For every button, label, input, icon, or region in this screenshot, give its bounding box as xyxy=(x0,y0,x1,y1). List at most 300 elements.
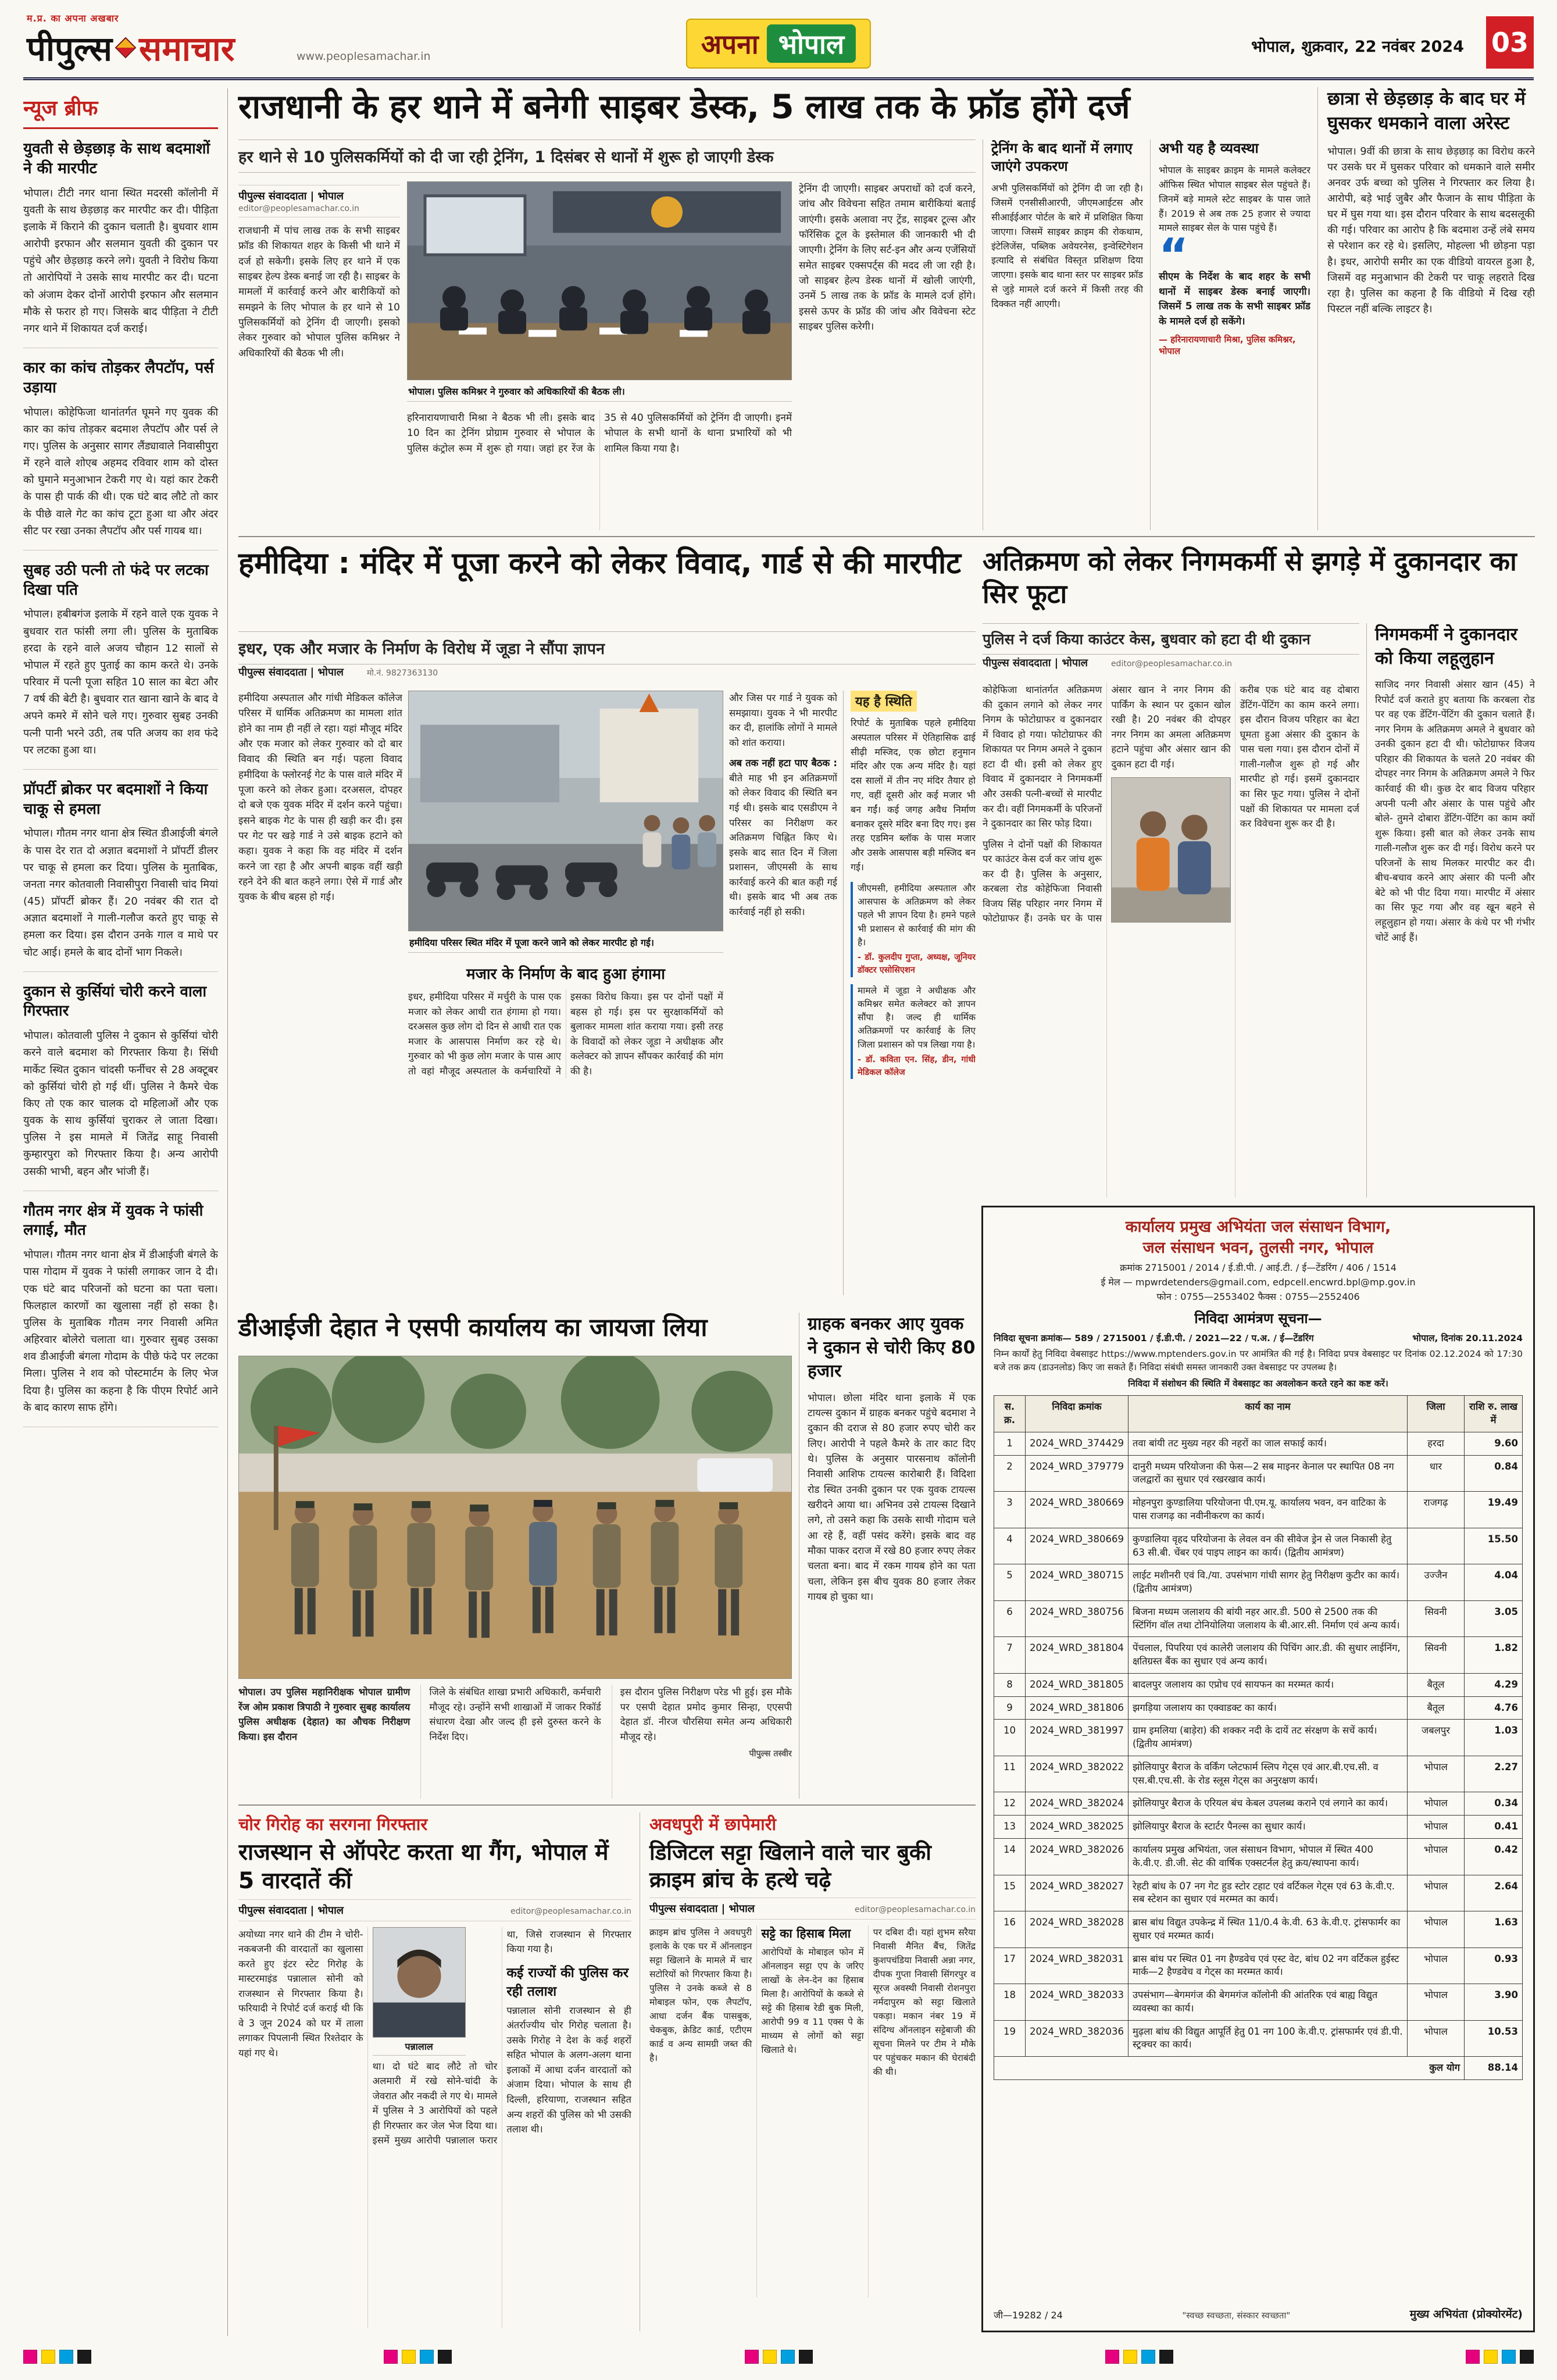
tender-row-work: रेहटी बांध के 07 नग गेट हुड स्टोर टहाट एवं वर्टिकल गेट्स एवं 63 के.वी.ए. सब स्टेशन का सुधार एवं मरम्मत का कार्य। xyxy=(1128,1875,1407,1911)
tender-row xyxy=(994,1947,1523,1984)
cyber-headline: राजधानी के हर थाने में बनेगी साइबर डेस्क, 5 लाख तक के फ्रॉड होंगे दर्ज xyxy=(238,88,1130,126)
cmyk-marks-group xyxy=(384,2350,452,2364)
tender-row-amount: 3.90 xyxy=(1465,1984,1523,2021)
tender-row-sno: 2 xyxy=(994,1455,1026,1492)
tender-row xyxy=(994,1637,1523,1674)
encroach-subhead: पुलिस ने दर्ज किया काउंटर केस, बुधवार को हटा दी थी दुकान xyxy=(983,623,1359,655)
tender-row-tno: 2024_WRD_381805 xyxy=(1026,1673,1129,1696)
byline-author: पीपुल्स संवाददाता | भोपाल xyxy=(238,1904,344,1917)
police-meeting-illustration xyxy=(408,182,791,380)
tender-row-sno: 4 xyxy=(994,1528,1026,1564)
byline-author: पीपुल्स संवाददाता | भोपाल xyxy=(238,190,344,202)
tender-notice-number: निविदा सूचना क्रमांक— 589 / 2715001 / ई.डी.पी. / 2021—22 / प.अ. / ई—टेंडरिंग xyxy=(994,1332,1314,1343)
tender-row-sno: 13 xyxy=(994,1816,1026,1839)
tender-row-work: झगड़िया जलाशय का एक्वाडक्ट का कार्य। xyxy=(1128,1696,1407,1720)
hamidia-col3-lead xyxy=(729,756,837,919)
tender-row-work: झोलियापुर बैराज के एरियल बंच केबल उपलब्ध कराने एवं लगाने का कार्य। xyxy=(1128,1792,1407,1816)
dispute-illustration xyxy=(1112,778,1230,922)
black-mark xyxy=(1520,2350,1534,2364)
brief-body: भोपाल। टीटी नगर थाना स्थित मदरसी कॉलोनी में युवती के साथ छेड़छाड़ कर मारपीट कर दी। पीड़िता इलाके में किराने की दुकान चलाती है। बुधवार शाम आरोपी इरफान और सलमान युवती की दुकान पर पहुंचे और छेड़छाड़ करने लगे। युवती ने विरोध किया तो आरोपियों ने उसके साथ मारपीट कर दी। घटना को अंजाम देकर दोनों आरोपी इरफान और सलमान मौके से फरार हो गए। जिसके बाद पीड़िता ने टीटी नगर थाने में शिकायत दर्ज कराई। xyxy=(23,187,218,335)
brief-headline: दुकान से कुर्सियां चोरी करने वाला गिरफ्तार xyxy=(23,982,207,1020)
tender-row-district: सिवनी xyxy=(1408,1600,1465,1637)
col-header-district: जिला xyxy=(1408,1396,1465,1432)
training-box-body: अभी पुलिसकर्मियों को ट्रेनिंग दी जा रही है। जिसमें एनसीसीआरपी, जीएमआईटस और सीआईईआर पोर्टल के बारे में प्रशिक्षित किया जाएगा। जिसमें साइबर क्राइम की रोकथाम, इंटेलिजेंस, पब्लिक अवेयरनेस, इन्वेस्टिगेशन इत्यादि से संबंधित विस्तृत प्रशिक्षण दिया जाएगा। इसके बाद थाना स्तर पर साइबर फ्रॉड से जुड़े मामले दर्ज करने में किसी तरह की दिक्कत नहीं आएगी। xyxy=(991,183,1143,309)
arrest-headline: छात्रा से छेड़छाड़ के बाद घर में घुसकर धमकाने वाला अरेस्ट xyxy=(1327,88,1526,134)
tender-row xyxy=(994,1492,1523,1528)
tender-row-sno: 6 xyxy=(994,1600,1026,1637)
brief-item xyxy=(23,551,218,770)
magenta-mark xyxy=(745,2350,759,2364)
temple-street-illustration xyxy=(409,691,723,931)
gang-byline xyxy=(238,1899,631,1921)
tender-row-work: उपसंभाग—बेगमगंज की बेगमगंज कॉलोनी की आंतरिक एवं बाह्य विद्युत व्यवस्था का कार्य। xyxy=(1128,1984,1407,2021)
cyan-mark xyxy=(1502,2350,1516,2364)
tender-row-tno: 2024_WRD_382027 xyxy=(1026,1875,1129,1911)
section-divider-2 xyxy=(238,1804,976,1806)
dig-caption-1: भोपाल। उप पुलिस महानिरीक्षक भोपाल ग्रामीण रेंज ओम प्रकाश त्रिपाठी ने गुरुवार सुबह कार्यालय पुलिस अधीक्षक (देहात) का औचक निरीक्षण किया। इस दौरान xyxy=(238,1686,410,1742)
commissioner-quote-attribution: — हरिनारायणाचारी मिश्रा, पुलिस कमिश्नर, भोपाल xyxy=(1159,334,1296,357)
encroach-p3: करीब एक घंटे बाद वह दोबारा डेंटिंग-पेंटिंग का काम करने लगा। इस दौरान विजय परिहार का बेटा घूमता हुआ अंसार की दुकान के पास चला गया। इस दौरान दोनों में गाली-गलौज शुरू हो गई और मारपीट हो गई। इसमें दुकानदार का सिर फूट गया। पुलिस ने दोनों पक्षों की शिकायत पर मामला दर्ज कर विवेचना शुरू कर दी है। xyxy=(1240,684,1359,830)
encroach-p2: पुलिस ने दोनों पक्षों की शिकायत पर काउंटर केस दर्ज कर जांच शुरू कर दी है। पुलिस के अनुसार, करबला रोड कोहेफिजा निवासी विजय सिंह परिहार नगर निगम में फोटोग्राफर हैं। उनके घर के पास अंसार खान ने नगर निगम की पार्किंग के स्थान पर दुकान खोल रखी है। 20 नवंबर की दोपहर नगर निगम का अमला अतिक्रमण हटाने पहुंचा और अंसार खान की दुकान हटा दी गई। xyxy=(983,684,1231,924)
encroach-byline xyxy=(983,656,1359,670)
hamidia-byline xyxy=(238,665,976,679)
byline-author: पीपुल्स संवाददाता | भोपाल xyxy=(649,1902,755,1915)
tender-row-district: जबलपुर xyxy=(1408,1720,1465,1756)
suspect-photo-name: पन्नालाल xyxy=(373,2038,466,2056)
tender-row-work: मुढ़ला बांध की विद्युत आपूर्ति हेतु 01 नग 100 के.वी.ए. ट्रांसफार्मर एवं डी.पी. स्ट्रक्चर का कार्य। xyxy=(1128,2020,1407,2057)
hamidia-photo-caption: हमीदिया परिसर स्थित मंदिर में पूजा करने जाने को लेकर मारपीट हो गई। xyxy=(408,932,723,953)
brief-body: भोपाल। गौतम नगर थाना क्षेत्र स्थित डीआईजी बंगले के पास देर रात दो अज्ञात बदमाशों ने प्रॉपर्टी डीलर पर चाकू से हमला कर दिया। पुलिस के मुताबिक, जनता नगर कोतवाली निवासीपुरा निवासी चांद मियां (45) प्रॉपर्टी ब्रोकर हैं। 20 नवंबर की रात दो अज्ञात बदमाशों ने गाली-गलौज करते हुए चाकू से हमला कर दिया। इस दौरान उनके गाल व माथे पर चोट आई। हमले के बाद दोनों भाग निकले। xyxy=(23,827,218,959)
tender-row-sno: 10 xyxy=(994,1720,1026,1756)
tender-row-tno: 2024_WRD_382036 xyxy=(1026,2020,1129,2057)
hamidia-temple-photo xyxy=(408,691,723,931)
juda-note-1-by: - डॉ. कुलदीप गुप्ता, अध्यक्ष, जूनियर डॉक्टर एसोसिएशन xyxy=(858,953,976,975)
tender-row-district: भोपाल xyxy=(1408,1816,1465,1839)
tender-row-amount: 1.82 xyxy=(1465,1637,1523,1674)
tender-row-tno: 2024_WRD_382025 xyxy=(1026,1816,1129,1839)
tender-row xyxy=(994,1455,1523,1492)
tender-row-work: दानुरी मध्यम परियोजना की फेस—2 सब माइनर केनाल पर स्थापित 08 नग जलद्वारों का सुधार एवं रखरखाव कार्य। xyxy=(1128,1455,1407,1492)
byline-email: editor@peoplesamachar.co.in xyxy=(510,1906,631,1916)
tender-row-sno: 7 xyxy=(994,1637,1026,1674)
tender-row-tno: 2024_WRD_374429 xyxy=(1026,1432,1129,1455)
brief-item xyxy=(23,972,218,1191)
hamidia-col3 xyxy=(729,691,837,1295)
yellow-mark xyxy=(1123,2350,1137,2364)
tender-row-amount: 0.93 xyxy=(1465,1947,1523,1984)
training-box-title: ट्रेनिंग के बाद थानों में लगाए जाएंगे उपकरण xyxy=(991,140,1133,175)
cyber-byline xyxy=(238,185,400,217)
tender-row-amount: 4.04 xyxy=(1465,1564,1523,1601)
tender-note: निविदा में संशोधन की स्थिति में वेबसाइट का अवलोकन करते रहने का कष्ट करें। xyxy=(1128,1378,1388,1389)
tender-row-tno: 2024_WRD_382031 xyxy=(1026,1947,1129,1984)
hamidia-side-column xyxy=(843,691,976,1295)
tender-row-work: कार्यालय प्रमुख अभियंता, जल संसाधन विभाग, भोपाल में स्थित 400 के.वी.ए. डी.जी. सेट की वार्षिक एक्सटर्नल हेतु क्रय/स्थापना कार्य। xyxy=(1128,1838,1407,1875)
byline-author: पीपुल्स संवाददाता | भोपाल xyxy=(983,657,1088,669)
tender-row-amount: 1.03 xyxy=(1465,1720,1523,1756)
gang-p1: अयोध्या नगर थाने की टीम ने चोरी-नकबजनी की वारदातों का खुलासा करते हुए इंटर स्टेट गिरोह के मास्टरमाइंड पन्नालाल सोनी को राजस्थान से गिरफ्तार किया है। फरियादी ने रिपोर्ट दर्ज कराई थी कि वे 3 जून 2024 को घर में ताला लगाकर पिपलानी स्थित रिश्तेदार के यहां गए थे। xyxy=(238,1928,363,2059)
betting-byline xyxy=(649,1897,976,1920)
tender-row-work: लाईट मशीनरी एवं वि./या. उपसंभाग गांधी सागर हेतु निरीक्षण कुटीर का कार्य। (द्वितीय आमंत्रण) xyxy=(1128,1564,1407,1601)
tender-footer xyxy=(994,2300,1523,2321)
tender-row xyxy=(994,1838,1523,1875)
cyber-box-training xyxy=(983,140,1143,530)
tender-row-work: कुण्डालिया वृहद परियोजना के लेवल वन की सीवेज ड्रेन से जल निकासी हेतु 63 सी.बी. चेंबर एवं पाइप लाइन का कार्य। (द्वितीय आमंत्रण) xyxy=(1128,1528,1407,1564)
tender-row-district: धार xyxy=(1408,1455,1465,1492)
photo-credit: पीपुल्स तस्वीर xyxy=(749,1749,792,1759)
tender-row-amount: 0.84 xyxy=(1465,1455,1523,1492)
tender-row-district: भोपाल xyxy=(1408,1911,1465,1948)
paper-name-second: समाचार xyxy=(138,29,235,69)
situation-body: रिपोर्ट के मुताबिक पहले हमीदिया अस्पताल परिसर में ऐतिहासिक ढाई सीढ़ी मस्जिद, एक छोटा हनुमान मंदिर और एक अन्य मंदिर है। यहां दस सालों में तीन नए मंदिर तैयार हो गए, वहीं दूसरी ओर कई मजार भी बन गईं। कई जगह अवैध निर्माण बनाकर दूसरे मंदिर बना दिए गए। इस तरह एडमिन ब्लॉक के पास मजार और उसके आसपास बड़ी मस्जिद बन गई। xyxy=(851,717,976,873)
magenta-mark xyxy=(1466,2350,1480,2364)
tender-row-sno: 11 xyxy=(994,1756,1026,1792)
tender-office-line2: जल संसाधन भवन, तुलसी नगर, भोपाल xyxy=(1142,1239,1374,1257)
brief-body: भोपाल। कोतवाली पुलिस ने दुकान से कुर्सियां चोरी करने वाले बदमाश को गिरफ्तार किया है। सिंधी मार्केट स्थित दुकान चांदसी फर्नीचर से 28 अक्टूबर को कुर्सियां चोरी हो गई थीं। पुलिस ने कैमरे चेक किए तो एक कार चालक दो महिलाओं और एक युवक के साथ कुर्सियां चुराकर ले जाता दिखा। पुलिस ने इस मामले में जितेंद्र साहू निवासी कुम्हारपुरा को गिरफ्तार किया है। अन्य आरोपी उसकी भाभी, बहन और भांजी हैं। xyxy=(23,1030,218,1178)
tender-table-header xyxy=(994,1396,1523,1432)
tender-row-sno: 12 xyxy=(994,1792,1026,1816)
tender-row-amount: 2.27 xyxy=(1465,1756,1523,1792)
arrest-article xyxy=(1317,87,1535,530)
yellow-mark xyxy=(1484,2350,1498,2364)
cyber-box-system xyxy=(1150,140,1310,530)
tender-table-foot xyxy=(994,2057,1523,2080)
tender-row-amount: 1.63 xyxy=(1465,1911,1523,1948)
brief-headline: प्रॉपर्टी ब्रोकर पर बदमाशों ने किया चाकू से हमला xyxy=(23,780,208,818)
byline-email: editor@peoplesamachar.co.in xyxy=(1110,659,1232,669)
tender-row-tno: 2024_WRD_380715 xyxy=(1026,1564,1129,1601)
tender-row-tno: 2024_WRD_381997 xyxy=(1026,1720,1129,1756)
tender-row-tno: 2024_WRD_379779 xyxy=(1026,1455,1129,1492)
tender-row-work: पेंचलाल, पिपरिया एवं कालेरी जलाशय की पिचिंग आर.डी. की सुधार लाईनिंग, क्षतिग्रस्त बैंक का सुधार एवं अन्य कार्य। xyxy=(1128,1637,1407,1674)
cyber-col3: ट्रेनिंग दी जाएगी। साइबर अपराधों को दर्ज करने, जांच और विवेचना सहित तमाम बारीकियां बताई जाएंगी। इसके अलावा नए ट्रेंड, साइबर टूल्स और फॉरेंसिक टूल के इस्तेमाल की जानकारी भी दी जाएगी। ट्रेनिंग के लिए सर्ट-इन और अन्य एजेंसियों समेत साइबर एक्सपर्ट्स की मदद ली जा रही है। जो साइबर हेल्प डेस्क थानों में खोली जाएंगी, उनमें 5 लाख तक के फ्रॉड के मामले दर्ज होंगे। इससे ऊपर के फ्रॉड की जांच और विवेचना स्टेट साइबर पुलिस करेगी। xyxy=(799,183,976,333)
paper-name-first: पीपुल्स xyxy=(27,29,112,69)
tender-row-amount: 19.49 xyxy=(1465,1492,1523,1528)
gang-article xyxy=(238,1813,631,2331)
tender-row-district: हरदा xyxy=(1408,1432,1465,1455)
edition-word-2: भोपाल xyxy=(767,24,856,63)
injured-body: साजिद नगर निवासी अंसार खान (45) ने रिपोर्ट दर्ज कराते हुए बताया कि करबला रोड पर वह एक डेंटिंग-पेंटिंग की दुकान चलाते हैं। नगर निगम के अतिक्रमण अमले ने बुधवार को उनकी दुकान हटा दी थी। फोटोग्राफर विजय परिहार की शिकायत के चलते 20 नवंबर की दोपहर नगर निगम के अतिक्रमण अमले ने फिर कार्रवाई की थी। कुछ देर बाद विजय परिहार अपनी पत्नी और अंसार के पास पहुंचे और बोले- तुमने दोबारा डेंटिंग-पेंटिंग का काम क्यों शुरू किया। इसी बात को लेकर उनके साथ गाली-गलौज शुरू कर दी गई। विरोध करने पर परिजनों के साथ मिलकर मारपीट कर दी। बीच-बचाव करने आए अंसार की पत्नी और बेटे को भी पीट दिया गया। मारपीट में अंसार का सिर फूट गया और वह खून बहने से लहूलुहान हो गया। अंसार के कंधे पर भी गंभीर चोटें आई हैं। xyxy=(1375,679,1535,943)
tender-row-amount: 0.34 xyxy=(1465,1792,1523,1816)
tender-row-sno: 9 xyxy=(994,1696,1026,1720)
encroach-p1: कोहेफिजा थानांतर्गत अतिक्रमण की दुकान लगाने को लेकर नगर निगम के फोटोग्राफर व दुकानदार में विवाद हो गया। फोटोग्राफर की शिकायत पर निगम अमले ने दुकान हटा दी थी। इसी को लेकर हुए विवाद में दुकानदार ने निगमकर्मी और उसकी पत्नी-बच्चों से मारपीट कर दी। वहीं निगमकर्मी के परिजनों ने दुकानदार का सिर फोड़ दिया। xyxy=(983,684,1102,830)
hamidia-below-photo xyxy=(408,963,723,1295)
section-divider-1 xyxy=(238,536,1535,537)
tender-row-district xyxy=(1408,1528,1465,1564)
tender-row-district: भोपाल xyxy=(1408,2020,1465,2057)
tender-row-district: सिवनी xyxy=(1408,1637,1465,1674)
tender-row-amount: 3.05 xyxy=(1465,1600,1523,1637)
betting-kicker: अवधपुरी में छापेमारी xyxy=(649,1814,777,1834)
tender-row-sno: 5 xyxy=(994,1564,1026,1601)
tender-row-amount: 4.29 xyxy=(1465,1673,1523,1696)
tender-phone-line: फोन : 0755—2553402 फैक्स : 0755—2552406 xyxy=(1156,1291,1360,1302)
brief-body: भोपाल। हबीबगंज इलाके में रहने वाले एक युवक ने बुधवार रात फांसी लगा ली। पुलिस के मुताबिक हरदा के रहने वाले अजय चौहान 12 सालों से भोपाल में रहते हुए पुताई का काम करते थे। उनके परिवार में पत्नी पूजा सहित 10 साल का बेटा और 7 वर्ष की बेटी है। बुधवार रात खाना खाने के बाद वे अपने कमरे में सोने चले गए। गुरुवार सुबह उनकी पत्नी पानी भरने उठी, तब पति अजय का शव फंदे पर लटका हुआ था। xyxy=(23,608,218,756)
tender-total-amount: 88.14 xyxy=(1465,2057,1523,2080)
byline-email: editor@peoplesamachar.co.in xyxy=(854,1904,976,1914)
theft-body: भोपाल। छोला मंदिर थाना इलाके में एक टायल्स दुकान में ग्राहक बनकर पहुंचे बदमाश ने दुकान की दराज से 80 हजार रुपए चोरी कर लिए। आरोपी ने पहले कैमरे के तार काट दिए थे। पुलिस के अनुसार पारसनाथ कॉलोनी निवासी आशिफ टायल्स कारोबारी हैं। विदिशा रोड स्थित उनकी दुकान पर एक युवक टायल्स खरीदने आया था। अभिनव उसे टायल्स दिखाने लगे, तो उसने कहा कि उसके साथी गोदाम चले आ रहे हैं, वहीं पसंद करेंगे। इसके बाद वह मौका पाकर दराज में रखे 80 हजार रुपए लेकर चलता बना। बाद में रकम गायब होने का पता चला, लेकिन इस बीच युवक 80 हजार लेकर गायब हो चुका था। xyxy=(808,1392,976,1603)
suspect-portrait-photo xyxy=(373,1927,466,2038)
brief-headline: सुबह उठी पत्नी तो फंदे पर लटका दिखा पति xyxy=(23,561,209,599)
tender-row xyxy=(994,1432,1523,1455)
tender-row-tno: 2024_WRD_382026 xyxy=(1026,1838,1129,1875)
dig-caption-2: जिले के संबंधित शाखा प्रभारी अधिकारी, कर्मचारी मौजूद रहे। उन्होंने सभी शाखाओं में जाकर रिकॉर्ड संधारण देखा और जल्द ही इसे दुरुस्त करने के निर्देश दिए। xyxy=(420,1685,601,1799)
tender-row-tno: 2024_WRD_380669 xyxy=(1026,1492,1129,1528)
tender-row xyxy=(994,1696,1523,1720)
mazar-body: इधर, हमीदिया परिसर में मर्चुरी के पास एक मजार को लेकर आधी रात हंगामा हो गया। दरअसल कुछ लोग दो दिन से आधी रात एक मजार के आसपास निर्माण कर रहे थे। गुरुवार को भी कुछ लोग मजार के पास आए तो वहां मौजूद अस्पताल के कर्मचारियों ने इसका विरोध किया। इस पर दोनों पक्षों में बहस हो गई। इस पर सुरक्षाकर्मियों को बुलाकर मामला शांत कराया गया। इसी तरह के विवादों को लेकर जूडा ने अधीक्षक और कलेक्टर को ज्ञापन सौंपकर कार्रवाई की मांग की है। xyxy=(408,991,723,1077)
tender-row-sno: 3 xyxy=(994,1492,1026,1528)
arrest-body: भोपाल। 9वीं की छात्रा के साथ छेड़छाड़ का विरोध करने पर उसके घर में घुसकर परिवार को धमकाने वाले समीर अनवर उर्फ बच्चा को पुलिस ने गिरफ्तार कर लिया है। आरोपी, बड़े भाई जुबैर और फैजान के साथ पीड़िता के घर में घुस गया था। इस दौरान परिवार के साथ बदसलूकी की गई। परिवार का आरोप है कि बदमाश उन्हें लंबे समय से परेशान कर रहे थे। इसलिए, मोहल्ला भी छोड़ना पड़ा है। इधर, आरोपी समीर का एक वीडियो वायरल हुआ है, जिसमें वह मनुआभान की टेकरी पर चाकू लहराते दिख रहा है। पुलिस का कहना है कि वीडियो में दिख रही पिस्टल नहीं बल्कि लाइटर है। xyxy=(1327,145,1535,315)
tender-row-district: भोपाल xyxy=(1408,1984,1465,2021)
cyber-col2: हरिनारायणाचारी मिश्रा ने बैठक भी ली। इसके बाद 10 दिन का ट्रेनिंग प्रोग्राम गुरुवार से भोपाल के पुलिस कंट्रोल रूम में शुरू हो गया। जहां हर रेंज के 35 से 40 पुलिसकर्मियों को ट्रेनिंग दी जाएगी। इनमें भोपाल के सभी थानों के थाना प्रभारियों को भी शामिल किया गया है। xyxy=(407,412,792,455)
col-header-tno: निविदा क्रमांक xyxy=(1026,1396,1129,1432)
tender-row-district: भोपाल xyxy=(1408,1756,1465,1792)
byline-author: पीपुल्स संवाददाता | भोपाल xyxy=(238,666,344,678)
tender-footer-left: जी—19282 / 24 xyxy=(994,2310,1063,2321)
brief-headline: गौतम नगर क्षेत्र में युवक ने फांसी लगाई, मौत xyxy=(23,1202,203,1239)
tender-row xyxy=(994,1673,1523,1696)
col-header-work: कार्य का नाम xyxy=(1128,1396,1407,1432)
tender-row xyxy=(994,1984,1523,2021)
tender-row-tno: 2024_WRD_382022 xyxy=(1026,1756,1129,1792)
juda-note-1-text: जीएमसी, हमीदिया अस्पताल और आसपास के अतिक्रमण को लेकर पहले भी ज्ञापन दिया है। हमने पहले भी प्रशासन से कार्रवाई की मांग की है। xyxy=(858,882,976,948)
gang-p2: था। दो घंटे बाद लौटे तो चोर अलमारी में रखे सोने-चांदी के जेवरात और नकदी ले गए थे। मामले में पुलिस ने 3 आरोपियों को पहले ही गिरफ्तार कर जेल भेज दिया था। इसमें मुख्य आरोपी पन्नालाल फरार था, जिसे राजस्थान से गिरफ्तार किया गया है। xyxy=(372,1928,631,2146)
black-mark xyxy=(77,2350,91,2364)
dig-parade-photo xyxy=(238,1356,792,1679)
quote-icon: “ xyxy=(1159,230,1189,283)
masthead xyxy=(23,8,1534,80)
tender-row-tno: 2024_WRD_381806 xyxy=(1026,1696,1129,1720)
theft-headline: ग्राहक बनकर आए युवक ने दुकान से चोरी किए 80 हजार xyxy=(808,1314,976,1381)
cmyk-marks-group xyxy=(1466,2350,1534,2364)
tender-row xyxy=(994,1816,1523,1839)
tender-row-amount: 0.41 xyxy=(1465,1816,1523,1839)
brief-item xyxy=(23,1191,218,1427)
juda-note-2-text: मामले में जूडा ने अधीक्षक और कमिश्नर समेत कलेक्टर को ज्ञापन सौंपा है। जल्द ही धार्मिक अतिक्रमणों पर कार्रवाई के लिए जिला प्रशासन को पत्र लिखा गया है। xyxy=(858,985,976,1050)
suspect-photo-block xyxy=(373,1927,498,2056)
gang-subhead: कई राज्यों की पुलिस कर रही तलाश xyxy=(506,1965,628,1999)
tender-row-tno: 2024_WRD_380756 xyxy=(1026,1600,1129,1637)
tender-row-sno: 16 xyxy=(994,1911,1026,1948)
news-brief-list xyxy=(23,129,218,1427)
black-mark xyxy=(438,2350,452,2364)
tender-row-work: ब्रास बांध विद्युत उपकेन्द्र में स्थित 11/0.4 के.वी. 63 के.वी.ए. ट्रांसफार्मर का सुधार एवं मरम्मत कार्य। xyxy=(1128,1911,1407,1948)
tender-table xyxy=(994,1395,1523,2080)
police-meeting-photo xyxy=(407,181,792,380)
suspect-portrait-illustration xyxy=(373,1928,465,2037)
encroach-headline: अतिक्रमण को लेकर निगमकर्मी से झगड़े में दुकानदार का सिर फूटा xyxy=(983,546,1517,610)
brief-headline: कार का कांच तोड़कर लैपटॉप, पर्स उड़ाया xyxy=(23,359,214,396)
brief-item xyxy=(23,348,218,551)
gang-body xyxy=(238,1927,631,2328)
tender-row-amount: 9.60 xyxy=(1465,1432,1523,1455)
yellow-mark xyxy=(41,2350,55,2364)
hamidia-col1: हमीदिया अस्पताल और गांधी मेडिकल कॉलेज परिसर में धार्मिक अतिक्रमण का मामला शांत होने का नाम ही नहीं ले रहा। यहां मौजूद मंदिर और एक मजार को लेकर गुरुवार को दो बार विवाद की स्थिति बन गई। पहला विवाद हमीदिया के फ्लोरनई गेट के पास वाले मंदिर में पूजा करने को लेकर हुआ। दरअसल, दोपहर दो बजे एक युवक मंदिर में दर्शन करने पहुंचा। इसने बाइक गेट के पास ही खड़ी कर दी। इस पर गेट पर खड़े गार्ड ने उसे बाइक हटाने को कहा। युवक ने कहा कि वह मंदिर में दर्शन करने जा रहा है और अपनी बाइक वहीं खड़ी रहने देने की बात कहने लगा। ऐसे में गार्ड और युवक के बीच बहस हो गई। xyxy=(238,692,402,903)
encroach-body xyxy=(983,682,1359,1198)
tender-row-sno: 8 xyxy=(994,1673,1026,1696)
tender-row xyxy=(994,2020,1523,2057)
tender-row-district: भोपाल xyxy=(1408,1838,1465,1875)
dig-captions xyxy=(238,1685,792,1799)
tender-row-district: राजगढ़ xyxy=(1408,1492,1465,1528)
betting-p3: पर दबिश दी। यहां शुभम सरैया निवासी मैनित बैंच, जितेंद्र कुशपचंडिया निवासी अन्ना नगर, दीपक गुप्ता निवासी सिंगरपुर व सूरज अवस्थी निवासी रोशनपुरा नर्मदापुरम को सट्टा खिलाते पकड़ा। मकान नंबर 19 में संदिग्ध ऑनलाइन सट्टेबाजी की सूचना मिलने पर टीम ने मौके पर पहुंचकर मकान की घेराबंदी की थी। xyxy=(873,1927,976,2077)
tender-notice-box xyxy=(981,1206,1535,2332)
situation-title: यह है स्थिति xyxy=(851,691,917,712)
print-registration-strip xyxy=(23,2350,1534,2364)
tender-row-district: भोपाल xyxy=(1408,1792,1465,1816)
paper-logo xyxy=(27,12,234,70)
dig-caption-3: इस दौरान पुलिस निरीक्षण परेड भी हुई। इस मौके पर एसपी देहात प्रमोद कुमार सिन्हा, एएसपी देहात डॉ. नीरज चौरसिया समेत अन्य अधिकारी मौजूद रहे। xyxy=(620,1686,792,1742)
tender-row-tno: 2024_WRD_382028 xyxy=(1026,1911,1129,1948)
cmyk-marks-group xyxy=(745,2350,813,2364)
tender-row xyxy=(994,1756,1523,1792)
col-header-sno: स. क्र. xyxy=(994,1396,1026,1432)
black-mark xyxy=(1159,2350,1173,2364)
yellow-mark xyxy=(402,2350,416,2364)
brief-item xyxy=(23,770,218,972)
tender-row-tno: 2024_WRD_381804 xyxy=(1026,1637,1129,1674)
tender-notice-row xyxy=(994,1331,1523,1344)
cmyk-marks-group xyxy=(23,2350,91,2364)
tender-row-sno: 14 xyxy=(994,1838,1026,1875)
dig-headline: डीआईजी देहात ने एसपी कार्यालय का जायजा लिया xyxy=(238,1313,708,1342)
tender-footer-right: मुख्य अभियंता (प्रोक्योरमेंट) xyxy=(1409,2308,1523,2321)
cyan-mark xyxy=(59,2350,73,2364)
byline-email: editor@peoplesamachar.co.in xyxy=(238,204,360,213)
cyan-mark xyxy=(1141,2350,1155,2364)
injured-headline: निगमकर्मी ने दुकानदार को किया लहूलुहान xyxy=(1375,624,1517,669)
tender-row-amount: 2.64 xyxy=(1465,1875,1523,1911)
yellow-mark xyxy=(763,2350,777,2364)
col-header-amount: राशि रु. लाख में xyxy=(1465,1396,1523,1432)
edition-word-1: अपना xyxy=(701,28,759,60)
tender-row-sno: 17 xyxy=(994,1947,1026,1984)
tender-row-tno: 2024_WRD_380669 xyxy=(1026,1528,1129,1564)
tender-place-date: भोपाल, दिनांक 20.11.2024 xyxy=(1412,1332,1523,1343)
police-parade-illustration xyxy=(239,1356,791,1678)
tender-email-line: ई मेल — mpwrdetenders@gmail.com, edpcell.encwrd.bpl@mp.gov.in xyxy=(1101,1276,1416,1288)
tender-intro-para: निम्न कार्यों हेतु निविदा वेबसाइट https://www.mptenders.gov.in पर आमंत्रित की गई है। निविदा प्रपत्र वेबसाइट पर दिनांक 02.12.2024 को 17:30 बजे तक क्रय (डाउनलोड) किए जा सकते हैं। निविदा संबंधी समस्त जानकारी उक्त वेबसाइट पर उपलब्ध है। xyxy=(994,1348,1523,1373)
injured-article xyxy=(1366,623,1535,1198)
tender-row-amount: 10.53 xyxy=(1465,2020,1523,2057)
tender-row-work: तवा बांयी तट मुख्य नहर की नहरों का जाल सफाई कार्य। xyxy=(1128,1432,1407,1455)
tender-row-work: बादलपुर जलाशय का एप्रोच एवं सायफन का मरम्मत कार्य। xyxy=(1128,1673,1407,1696)
black-mark xyxy=(799,2350,813,2364)
commissioner-quote: सीएम के निर्देश के बाद शहर के सभी थानों में साइबर डेस्क बनाई जाएगी। जिसमें 5 लाख तक के सभी साइबर फ्रॉड के मामले दर्ज हो सकेंगे। xyxy=(1159,271,1310,327)
tender-ref-line: क्रमांक 2715001 / 2014 / ई.डी.पी. / आई.टी. / ई—टेंडरिंग / 406 / 1514 xyxy=(1120,1262,1397,1273)
tender-notice-title: निविदा आमंत्रण सूचना— xyxy=(1194,1310,1322,1327)
news-brief-section xyxy=(23,88,228,2336)
news-brief-title: न्यूज ब्रीफ xyxy=(23,88,218,129)
tender-row xyxy=(994,1600,1523,1637)
tender-row-sno: 1 xyxy=(994,1432,1026,1455)
tender-row-work: ब्रास बांध पर स्थित 01 नग हैण्डवेच एवं एस्ट वेट, बांध 02 नग वर्टिकल हुईस्ट मार्क—2 हैण्डवेच व गेट्स का मरम्मत कार्य। xyxy=(1128,1947,1407,1984)
tender-row-sno: 19 xyxy=(994,2020,1026,2057)
tender-row-sno: 18 xyxy=(994,1984,1026,2021)
logo-diamond-icon xyxy=(115,37,137,58)
cyber-subhead: हर थाने से 10 पुलिसकर्मियों को दी जा रही ट्रेनिंग, 1 दिसंबर से थानों में शुरू हो जाएगी डेस्क xyxy=(238,140,976,173)
tender-row-amount: 4.76 xyxy=(1465,1696,1523,1720)
gang-kicker: चोर गिरोह का सरगना गिरफ्तार xyxy=(238,1814,428,1834)
gang-p3: पन्नालाल सोनी राजस्थान से ही अंतर्राज्यीय चोर गिरोह चलाता है। उसके गिरोह ने देश के कई शहरों सहित भोपाल के अलग-अलग थाना इलाकों में आधा दर्जन वारदातों को अंजाम दिया। भोपाल के साथ ही दिल्ली, हरियाणा, राजस्थान सहित अन्य शहरों की पुलिस को भी उसकी तलाश थी। xyxy=(506,2004,631,2135)
tender-row xyxy=(994,1875,1523,1911)
betting-subhead: सट्टे का हिसाब मिला xyxy=(761,1926,851,1941)
cyber-col1 xyxy=(238,181,400,530)
tender-row-amount: 15.50 xyxy=(1465,1528,1523,1564)
byline-phone: मो.नं. 9827363130 xyxy=(366,669,438,678)
tender-row-district: भोपाल xyxy=(1408,1947,1465,1984)
betting-p2: आरोपियों के मोबाइल फोन में ऑनलाइन सट्टा एप के जरिए लाखों के लेन-देन का हिसाब मिला है। आरोपियों के कब्जे से सट्टे की हिसाब रेडी बुक मिली, आरोपी 99 व 11 एक्स पे के माध्यम से लोगों को सट्टा खिलाते थे। xyxy=(761,1946,864,2055)
page-number-badge: 03 xyxy=(1486,16,1534,69)
system-box-title: अभी यह है व्यवस्था xyxy=(1159,140,1259,156)
juda-note-1 xyxy=(851,882,976,977)
mazar-subhead: मजार के निर्माण के बाद हुआ हंगामा xyxy=(466,966,665,983)
juda-note-2-by: - डॉ. कविता एन. सिंह, डीन, गांधी मेडिकल कॉलेज xyxy=(858,1055,976,1077)
tender-row-tno: 2024_WRD_382024 xyxy=(1026,1792,1129,1816)
tender-row-sno: 15 xyxy=(994,1875,1026,1911)
tender-row xyxy=(994,1528,1523,1564)
system-box-body: भोपाल के साइबर क्राइम के मामले कलेक्टर ऑफिस स्थित भोपाल साइबर सेल पहुंचते हैं। जिनमें बड़े मामले स्टेट साइबर के पास जाते हैं। 2019 से अब तक 25 हजार से ज्यादा मामले साइबर सेल के पास पहुंचे हैं। xyxy=(1159,165,1310,234)
tender-row-district: भोपाल xyxy=(1408,1875,1465,1911)
gang-headline: राजस्थान से ऑपरेट करता था गैंग, भोपाल में 5 वारदातें कीं xyxy=(238,1839,609,1894)
cyan-mark xyxy=(420,2350,434,2364)
hamidia-subhead: इधर, एक और मजार के निर्माण के विरोध में जूडा ने सौंपा ज्ञापन xyxy=(238,631,976,664)
tender-row xyxy=(994,1564,1523,1601)
brief-item xyxy=(23,129,218,348)
betting-p1: क्राइम ब्रांच पुलिस ने अवधपुरी इलाके के एक घर में ऑनलाइन सट्टा खिलाने के मामले में चार सटोरियों को गिरफ्तार किया है। पुलिस ने उनके कब्जे से 8 मोबाइल फोन, एक लैपटॉप, आधा दर्जन बैंक पासबुक, चेकबुक, क्रेडिट कार्ड, एटीएम कार्ड व अन्य सामग्री जब्त की है। xyxy=(649,1927,752,2063)
tender-row-work: झोलियापुर बैराज के स्टार्टर पैनल्स का सुधार कार्य। xyxy=(1128,1816,1407,1839)
tender-row-district: बैतूल xyxy=(1408,1696,1465,1720)
tender-row-work: झोलियापुर बैराज के वर्किंग प्लेटफार्म स्लिप गेट्स एवं आर.बी.एच.सी. व एस.बी.एच.सी. के रोड स्लूस गेट्स का अनुरक्षण कार्य। xyxy=(1128,1756,1407,1792)
tender-total-label: कुल योग xyxy=(994,2057,1465,2080)
tender-row-work: मोहनपुरा कुण्डालिया परियोजना पी.एम.यू. कार्यालय भवन, वन वाटिका के पास राजगढ़ का नवीनीकरण का कार्य। xyxy=(1128,1492,1407,1528)
tender-row-district: बैतूल xyxy=(1408,1673,1465,1696)
encroach-scene-photo xyxy=(1111,777,1230,923)
tender-table-body xyxy=(994,1432,1523,2056)
masthead-tagline: म.प्र. का अपना अखबार xyxy=(27,13,119,24)
tender-office-line1: कार्यालय प्रमुख अभियंता जल संसाधन विभाग, xyxy=(1125,1218,1391,1236)
tender-row-work: बिजना मध्यम जलाशय की बांयी नहर आर.डी. 500 से 2500 तक की स्टिंगिंग वॉल तथा टोनियोलिया जलाशय के बी.आर.सी. निर्माण एवं अन्य कार्य। xyxy=(1128,1600,1407,1637)
brief-body: भोपाल। कोहेफिजा थानांतर्गत घूमने गए युवक की कार का कांच तोड़कर बदमाश लैपटॉप और पर्स ले गए। पुलिस के अनुसार सागर लैंड्यावाले निवासीपुरा में रहने वाले शोएब अहमद रविवार शाम को दोस्त को घुमाने मनुआभान टेकरी गए थे। यहां कार टेकरी के पास ही पार्क की थी। एक घंटे बाद लौटे तो कार के पीछे वाले गेट का कांच टूटा हुआ था और अंदर सीट पर रखा उनका लैपटॉप और पर्स गायब था। xyxy=(23,406,218,537)
cmyk-marks-group xyxy=(1105,2350,1173,2364)
cyan-mark xyxy=(781,2350,795,2364)
juda-note-2 xyxy=(851,984,976,1080)
hamidia-col3-text-b: बीते माह भी इन अतिक्रमणों को लेकर विवाद की स्थिति बन गई थी। इसके बाद एसडीएम ने परिसर का निरीक्षण कर अतिक्रमण चिह्नित किए थे। इसके बाद सात दिन में जिला प्रशासन, जीएमसी के साथ कार्रवाई करने की बात कही गई थी। इसके बाद भी अब तक कार्रवाई नहीं हो सकी। xyxy=(729,772,837,917)
tender-row-tno: 2024_WRD_382033 xyxy=(1026,1984,1129,2021)
hamidia-headline: हमीदिया : मंदिर में पूजा करने को लेकर विवाद, गार्ड से की मारपीट xyxy=(238,546,961,581)
tender-row xyxy=(994,1720,1523,1756)
betting-headline: डिजिटल सट्टा खिलाने वाले चार बुकी क्राइम ब्रांच के हत्थे चढ़े xyxy=(649,1840,931,1893)
tender-row-work: ग्राम इमलिया (बाड़ेरा) की शक्कर नदी के दायें तट संरक्षण के सचें कार्य। (द्वितीय आमंत्रण) xyxy=(1128,1720,1407,1756)
edition-badge xyxy=(686,19,871,69)
website-text: www.peoplesamachar.in xyxy=(297,50,431,63)
tender-footer-center: "स्वच्छ स्वच्छता, संस्कार स्वच्छता" xyxy=(1182,2310,1291,2321)
tender-row xyxy=(994,1911,1523,1948)
betting-article xyxy=(640,1813,976,2331)
hamidia-col3-text-a: और जिस पर गार्ड ने युवक को समझाया। युवक ने भी मारपीट कर दी, हालांकि लोगों ने मामले को शांत कराया। xyxy=(729,692,837,748)
magenta-mark xyxy=(23,2350,37,2364)
tender-row-amount: 0.42 xyxy=(1465,1838,1523,1875)
brief-headline: युवती से छेड़छाड़ के साथ बदमाशों ने की मारपीट xyxy=(23,140,210,177)
cyber-photo-caption: भोपाल। पुलिस कमिश्नर ने गुरुवार को अधिकारियों की बैठक ली। xyxy=(407,381,792,402)
betting-body xyxy=(649,1925,976,2297)
theft-article xyxy=(799,1313,976,1799)
magenta-mark xyxy=(384,2350,398,2364)
tender-row xyxy=(994,1792,1523,1816)
dateline-text: भोपाल, शुक्रवार, 22 नवंबर 2024 xyxy=(1251,38,1464,56)
brief-body: भोपाल। गौतम नगर थाना क्षेत्र में डीआईजी बंगले के पास गोदाम में युवक ने फांसी लगाकर जान दे दी। एक घंटे बाद परिजनों को घटना का पता चला। फिलहाल कारणों का खुलासा नहीं हो सका है। पुलिस के मुताबिक गौतम नगर निवासी अमित अहिरवार बोलेरो चलाता था। गुरुवार सुबह उसका शव डीआईजी बंगला गोदाम के पीछे फंदे पर लटका मिला। पुलिस ने शव को पोस्टमार्टम के लिए भेज दिया है। पुलिस का कहना है कि पीएम रिपोर्ट आने के बाद कारण साफ होंगे। xyxy=(23,1249,218,1414)
cyber-col1-text: राजधानी में पांच लाख तक के सभी साइबर फ्रॉड की शिकायत शहर के किसी भी थाने में दर्ज हो सकेगी। इसके लिए हर थाने में एक साइबर हेल्प डेस्क बनाई जा रही है। साइबर के मामलों में कार्रवाई करने और बारीकियों को समझने के लिए भोपाल के हर थाने से 10 पुलिसकर्मियों को ट्रेनिंग दी जाएगी। इसको लेकर गुरुवार को भोपाल पुलिस कमिश्नर ने अधिकारियों की बैठक भी ली। xyxy=(238,225,400,359)
